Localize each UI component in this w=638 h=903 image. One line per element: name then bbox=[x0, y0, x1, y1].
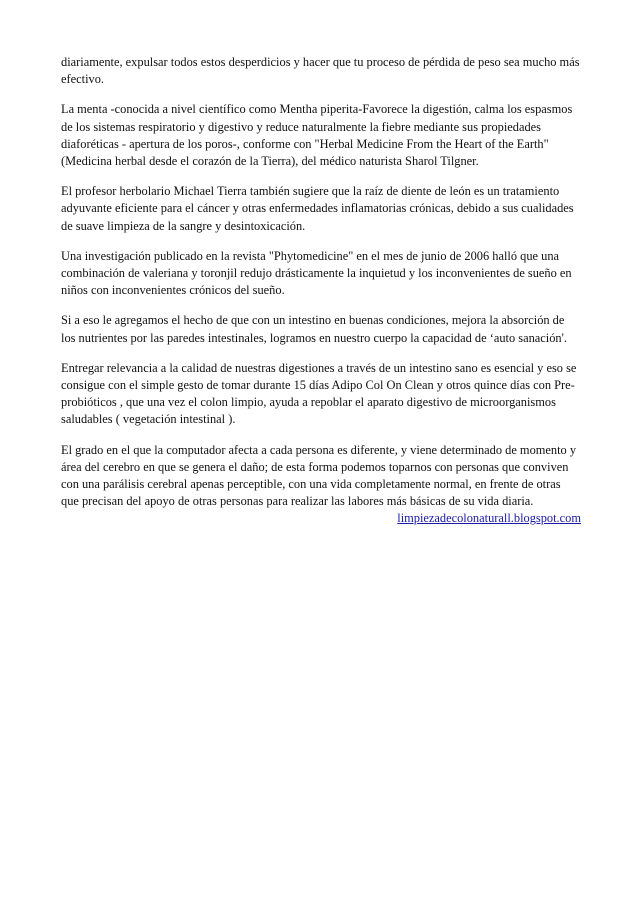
source-link[interactable]: limpiezadecolonaturall.blogspot.com bbox=[397, 511, 581, 526]
document-body bbox=[61, 54, 581, 528]
paragraph-cerebral-palsy: El grado en el que la computador afecta a cada persona es diferente, y viene determinado de momento y área del cerebro en que se genera el daño; de esta forma podemos toparnos con personas que conviven con una parálisis cerebral apenas perceptible, con una vida completamente normal, en frente de otras que precisan del apoyo de otras personas para realizar las labores más básicas de su vida diaria. bbox=[61, 442, 577, 509]
paragraph-phytomedicine: Una investigación publicado en la revista "Phytomedicine" en el mes de junio de 2006 halló que una combinación de valeriana y toronjil redujo drásticamente la inquietud y los inconvenientes de sueño en niños con inconvenientes crónicos del sueño. bbox=[61, 248, 572, 298]
paragraph-digestion-intro: diariamente, expulsar todos estos desperdicios y hacer que tu proceso de pérdida de peso sea mucho más efectivo. bbox=[61, 55, 580, 87]
paragraph-adipo-col: Entregar relevancia a la calidad de nuestras digestiones a través de un intestino sano es esencial y eso se consigue con el simple gesto de tomar durante 15 días Adipo Col On Clean y otros quince días con Pre-probióticos , que una vez el colon limpio, ayuda a repoblar el aparato digestivo de microorganismos saludables ( vegetación intestinal ). bbox=[61, 360, 577, 427]
paragraph-mint: La menta -conocida a nivel científico como Mentha piperita-Favorece la digestión, calma los espasmos de los sistemas respiratorio y digestivo y reduce naturalmente la fiebre mediante sus propiedades diaforéticas - apertura de los poros-, conforme con "Herbal Medicine From the Heart of the Earth" (Medicina herbal desde el corazón de la Tierra), del médico naturista Sharol Tilgner. bbox=[61, 102, 573, 169]
paragraph-absorption: Si a eso le agregamos el hecho de que con un intestino en buenas condiciones, mejora la absorción de los nutrientes por las paredes intestinales, logramos en nuestro cuerpo la capacidad de ‘auto sanación'. bbox=[61, 313, 567, 345]
paragraph-dandelion: El profesor herbolario Michael Tierra también sugiere que la raíz de diente de león es un tratamiento adyuvante eficiente para el cáncer y otras enfermedades inflamatorias crónicas, debido a sus cualidades de suave limpieza de la sangre y desintoxicación. bbox=[61, 184, 574, 233]
